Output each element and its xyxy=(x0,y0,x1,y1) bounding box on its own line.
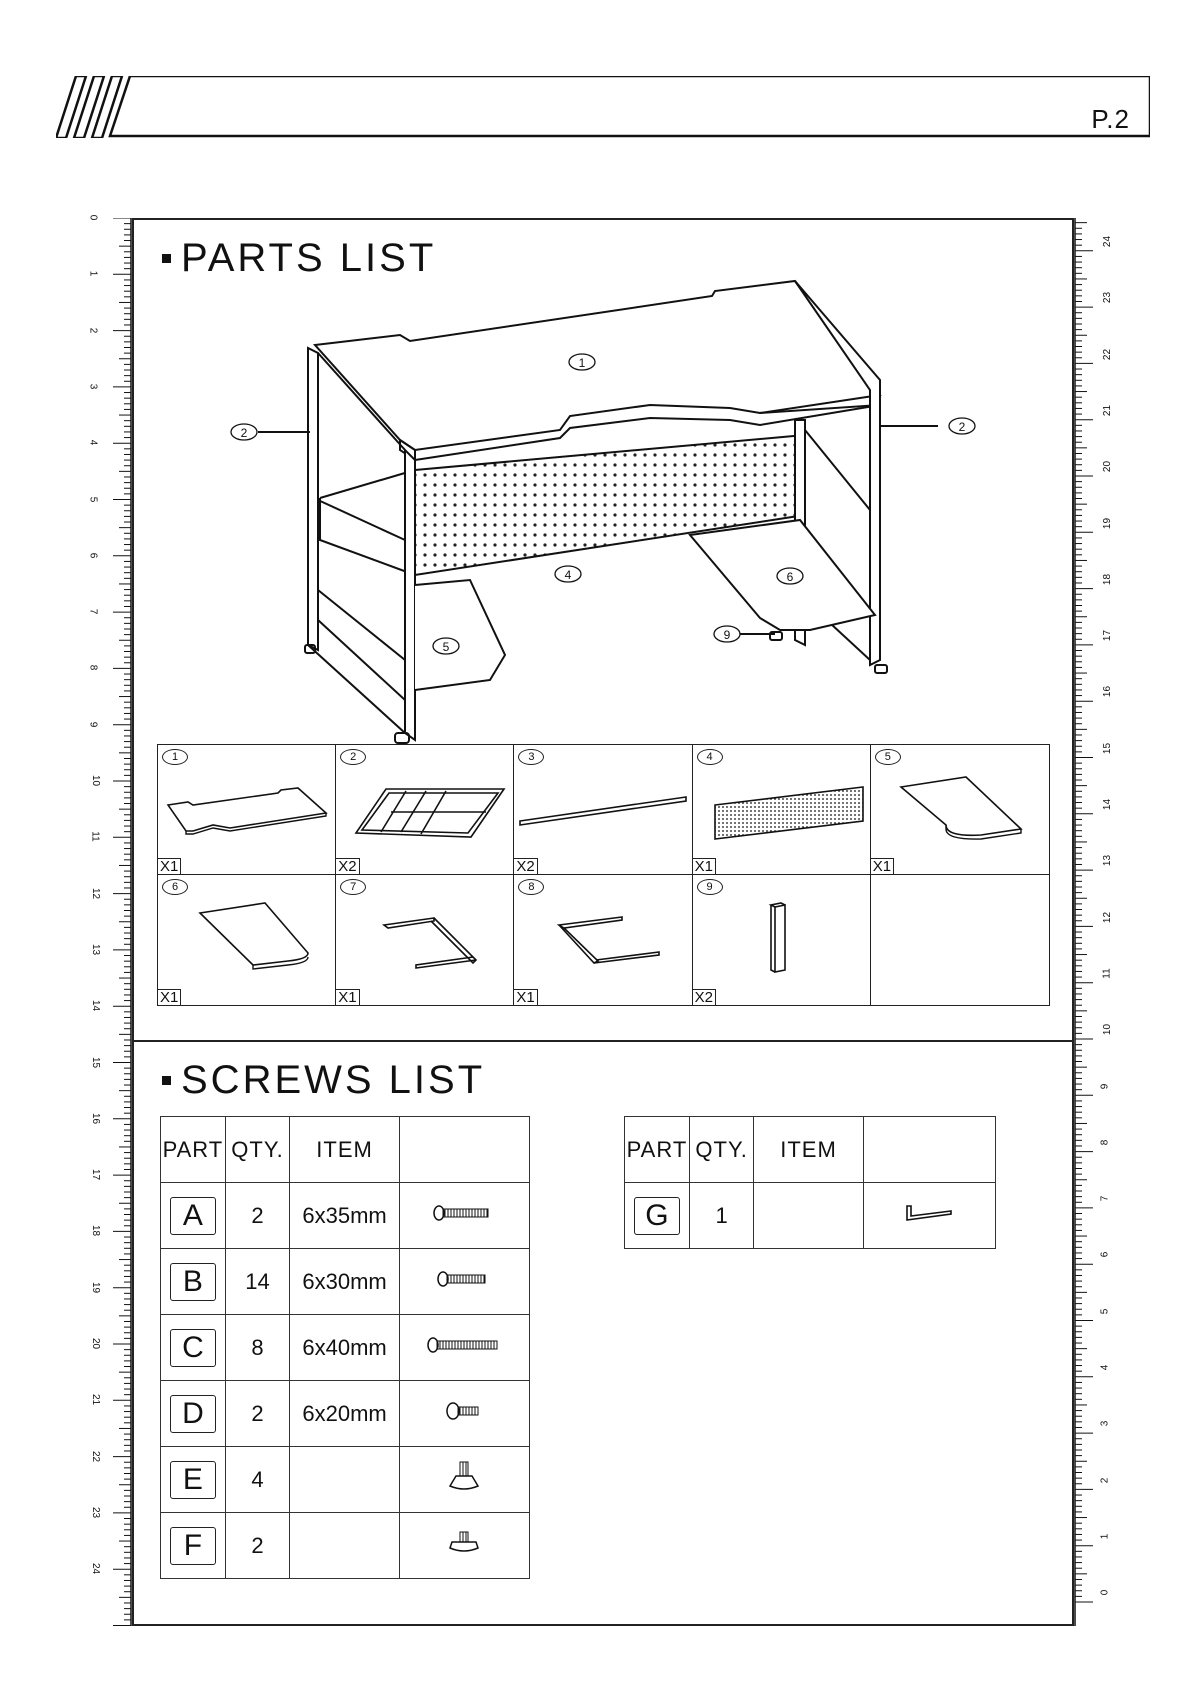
table-row xyxy=(625,1183,996,1249)
row-item xyxy=(290,1513,400,1579)
table-row xyxy=(161,1513,530,1579)
bar-icon xyxy=(514,745,692,875)
callout-1: 1 xyxy=(578,356,586,370)
part-number: 8 xyxy=(518,879,544,895)
bolt-35-icon xyxy=(429,1203,499,1223)
row-qty: 2 xyxy=(225,1513,289,1579)
header-icon xyxy=(399,1117,529,1183)
part-cell-1 xyxy=(158,745,336,875)
bolt-20-icon xyxy=(429,1400,499,1422)
ruler-label: 4 xyxy=(87,439,99,446)
shelf-right-icon xyxy=(158,875,336,1005)
part-qty: X1 xyxy=(514,989,537,1005)
ruler-label: 17 xyxy=(1102,630,1114,642)
ruler-label: 9 xyxy=(87,721,99,727)
callout-2-left: 2 xyxy=(240,426,248,440)
header-stripes-icon xyxy=(56,76,1150,138)
ruler-label: 1 xyxy=(1099,1533,1111,1540)
part-letter: F xyxy=(170,1527,216,1565)
table-header-row xyxy=(161,1117,530,1183)
table-row xyxy=(161,1249,530,1315)
ruler-label: 18 xyxy=(90,1225,102,1237)
section-divider xyxy=(132,1040,1074,1042)
row-qty: 2 xyxy=(225,1183,289,1249)
ruler-label: 7 xyxy=(1099,1195,1111,1202)
part-cell-6 xyxy=(158,875,336,1005)
ruler-label: 23 xyxy=(1102,292,1114,304)
part-qty: X1 xyxy=(693,858,716,874)
part-letter: E xyxy=(170,1461,216,1499)
ruler-label: 6 xyxy=(1099,1252,1111,1258)
part-qty: X2 xyxy=(693,989,716,1005)
ruler-label: 2 xyxy=(1099,1477,1111,1483)
ruler-label: 13 xyxy=(1102,855,1114,867)
ruler-label: 23 xyxy=(90,1506,102,1518)
part-cell-9 xyxy=(693,875,871,1005)
leveling-foot-icon xyxy=(444,1460,484,1494)
header-item: ITEM xyxy=(290,1117,400,1183)
side-frame-icon xyxy=(336,745,514,875)
ruler-label: 16 xyxy=(90,1112,102,1124)
ruler-label: 14 xyxy=(90,1000,102,1012)
part-number: 4 xyxy=(697,749,723,765)
row-item xyxy=(290,1447,400,1513)
ruler-label: 15 xyxy=(90,1056,102,1068)
ruler-label: 22 xyxy=(1102,348,1114,360)
ruler-label: 6 xyxy=(87,552,99,559)
ruler-label: 18 xyxy=(1102,573,1114,585)
header-qty: QTY. xyxy=(225,1117,289,1183)
left-ruler-labels xyxy=(87,214,108,1626)
post-icon xyxy=(693,875,871,1005)
part-number: 1 xyxy=(162,749,188,765)
screws-table-left xyxy=(160,1116,530,1579)
ruler-label: 24 xyxy=(1102,235,1114,248)
right-ruler xyxy=(1074,218,1096,1626)
part-letter: D xyxy=(170,1395,216,1433)
ruler-label: 3 xyxy=(87,383,99,390)
right-ruler-labels xyxy=(1100,218,1120,1626)
part-letter: A xyxy=(170,1197,216,1235)
row-item: 6x35mm xyxy=(290,1183,400,1249)
row-qty: 14 xyxy=(225,1249,289,1315)
parts-list-title-text: PARTS LIST xyxy=(181,236,437,280)
header-icon xyxy=(863,1117,995,1183)
part-qty: X1 xyxy=(158,858,181,874)
bolt-30-icon xyxy=(429,1269,499,1289)
row-qty: 2 xyxy=(225,1381,289,1447)
part-number: 5 xyxy=(875,749,901,765)
screws-table-right xyxy=(624,1116,996,1249)
part-number: 2 xyxy=(340,749,366,765)
callout-5: 5 xyxy=(442,640,450,654)
ruler-label: 20 xyxy=(1102,461,1114,473)
bracket-right-icon xyxy=(514,875,692,1005)
allen-key-icon xyxy=(899,1200,959,1226)
ruler-label: 17 xyxy=(90,1169,102,1181)
small-foot-icon xyxy=(444,1528,484,1558)
part-qty: X1 xyxy=(158,989,181,1005)
part-cell-4 xyxy=(693,745,871,875)
table-row xyxy=(161,1447,530,1513)
part-number: 7 xyxy=(340,879,366,895)
ruler-label: 10 xyxy=(90,774,102,787)
shelf-left-icon xyxy=(871,745,1049,875)
callout-2-right: 2 xyxy=(958,420,966,434)
ruler-label: 16 xyxy=(1102,686,1114,698)
header-part: PART xyxy=(161,1117,226,1183)
ruler-label: 22 xyxy=(90,1450,102,1462)
bolt-40-icon xyxy=(427,1335,501,1355)
header-qty: QTY. xyxy=(689,1117,754,1183)
ruler-label: 11 xyxy=(1101,968,1113,979)
ruler-label: 1 xyxy=(87,271,99,277)
ruler-label: 21 xyxy=(1102,404,1114,416)
part-cell-8 xyxy=(514,875,692,1005)
part-cell-3 xyxy=(514,745,692,875)
ruler-label: 12 xyxy=(1102,911,1114,923)
row-qty: 4 xyxy=(225,1447,289,1513)
part-qty: X1 xyxy=(871,858,894,874)
bracket-left-icon xyxy=(336,875,514,1005)
ruler-label: 11 xyxy=(89,831,101,842)
ruler-label: 12 xyxy=(90,887,102,899)
ruler-label: 4 xyxy=(1099,1364,1111,1371)
part-qty: X2 xyxy=(514,858,537,874)
screws-list-title xyxy=(162,1058,485,1103)
part-qty: X2 xyxy=(336,858,359,874)
part-letter: C xyxy=(170,1329,216,1367)
header-item: ITEM xyxy=(754,1117,863,1183)
pegboard-icon xyxy=(693,745,871,875)
ruler-label: 21 xyxy=(90,1394,102,1406)
part-cell-5 xyxy=(871,745,1049,875)
row-item: 6x20mm xyxy=(290,1381,400,1447)
row-qty: 8 xyxy=(225,1315,289,1381)
bullet-square-icon xyxy=(162,1076,171,1085)
part-number: 9 xyxy=(697,879,723,895)
table-row xyxy=(161,1381,530,1447)
page-header xyxy=(56,76,1150,138)
ruler-label: 5 xyxy=(87,496,99,502)
ruler-label: 2 xyxy=(87,327,99,333)
ruler-label: 13 xyxy=(90,943,102,955)
ruler-label: 14 xyxy=(1102,798,1114,811)
left-ruler xyxy=(110,218,132,1626)
ruler-label: 0 xyxy=(1099,1589,1111,1596)
ruler-label: 19 xyxy=(90,1281,102,1293)
callout-4: 4 xyxy=(564,568,572,582)
bullet-square-icon xyxy=(162,254,171,263)
ruler-label: 24 xyxy=(90,1563,102,1575)
callout-6: 6 xyxy=(786,570,794,584)
ruler-label: 15 xyxy=(1102,742,1114,754)
screws-list-title-text: SCREWS LIST xyxy=(181,1058,486,1102)
part-number: 6 xyxy=(162,879,188,895)
ruler-label: 7 xyxy=(87,608,99,615)
part-cell-7 xyxy=(336,875,514,1005)
header-part: PART xyxy=(625,1117,690,1183)
row-qty: 1 xyxy=(689,1183,754,1249)
part-qty: X1 xyxy=(336,989,359,1005)
desk-assembly-diagram xyxy=(220,275,1000,755)
row-item: 6x40mm xyxy=(290,1315,400,1381)
ruler-label: 10 xyxy=(1102,1024,1114,1036)
parts-grid xyxy=(157,744,1050,1006)
desktop-top-icon xyxy=(158,745,336,875)
part-cell-2 xyxy=(336,745,514,875)
row-item: 6x30mm xyxy=(290,1249,400,1315)
ruler-label: 20 xyxy=(90,1337,102,1350)
ruler-label: 9 xyxy=(1099,1083,1111,1089)
ruler-label: 0 xyxy=(87,214,99,221)
callout-9: 9 xyxy=(723,628,731,642)
ruler-label: 8 xyxy=(87,665,99,671)
table-header-row xyxy=(625,1117,996,1183)
page-number: P.2 xyxy=(1091,104,1130,134)
ruler-label: 8 xyxy=(1099,1139,1111,1146)
ruler-label: 5 xyxy=(1099,1308,1111,1314)
part-letter: G xyxy=(634,1197,680,1235)
table-row xyxy=(161,1183,530,1249)
part-letter: B xyxy=(170,1263,216,1301)
part-number: 3 xyxy=(518,749,544,765)
ruler-label: 3 xyxy=(1099,1421,1111,1427)
ruler-label: 19 xyxy=(1102,517,1114,529)
row-item xyxy=(754,1183,863,1249)
table-row xyxy=(161,1315,530,1381)
part-cell-empty xyxy=(871,875,1049,1005)
